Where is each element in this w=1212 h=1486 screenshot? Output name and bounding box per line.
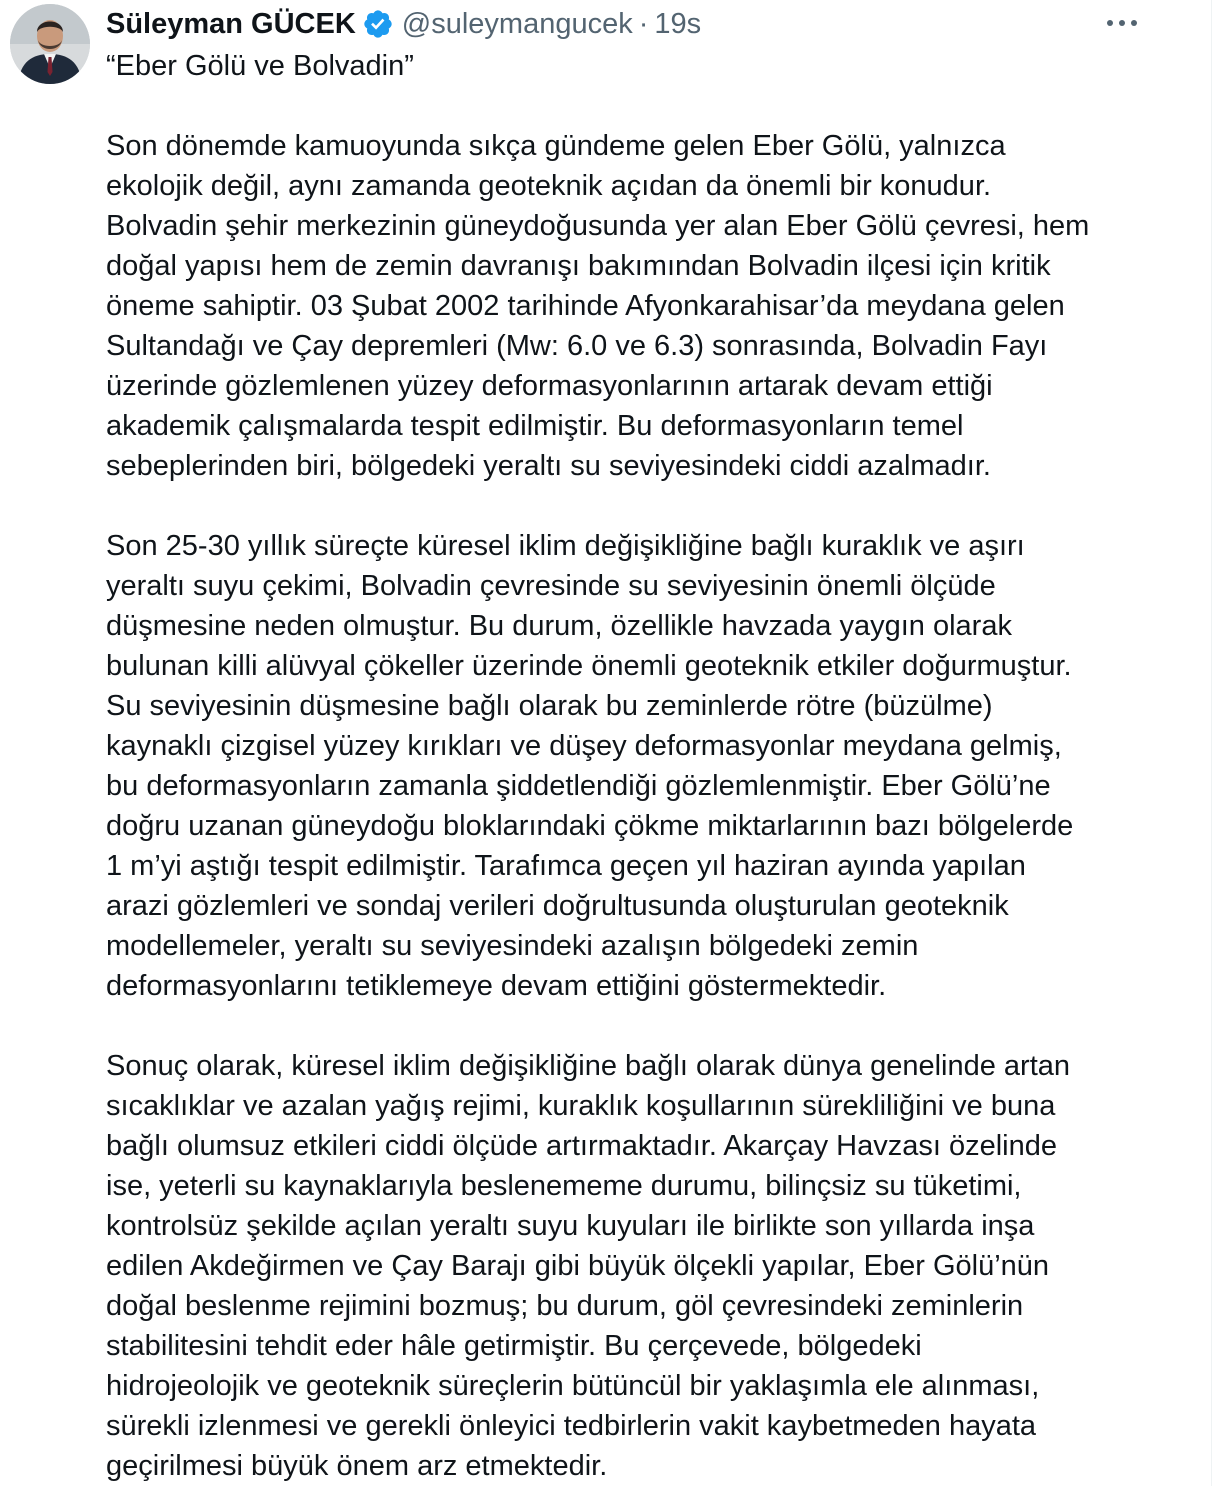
tweet-paragraph-1: Son dönemde kamuoyunda sıkça gündeme gelen Eber Gölü, yalnızca ekolojik değil, aynı zamanda geoteknik açıdan da önemli bir konudur. Bolvadin şehir merkezinin güneydoğusunda yer alan Eber Gölü çevresi, hem doğal yapısı hem de zemin davranışı bakımından Bolvadin ilçesi için kritik öneme sahiptir. 03 Şubat 2002 tarihinde Afyonkarahisar’da meydana gelen Sultandağı ve Çay depremleri (Mw: 6.0 ve 6.3) sonrasında, Bolvadin Fayı üzerinde gözlemlenen yüzey deformasyonlarının artarak devam ettiği akademik çalışmalarda tespit edilmiştir. Bu deformasyonların temel sebeplerinden biri, bölgedeki yeraltı su seviyesindeki ciddi azalmadır. [106,130,1090,482]
tweet-header [106,2,701,46]
tweet-title: “Eber Gölü ve Bolvadin” [106,50,414,82]
tweet-paragraph-2: Son 25-30 yıllık süreçte küresel iklim değişikliğine bağlı kuraklık ve aşırı yeraltı suyu çekimi, Bolvadin çevresinde su seviyesinin önemli ölçüde düşmesine neden olmuştur. Bu durum, özellikle havzada yaygın olarak bulunan killi alüvyal çökeller üzerinde önemli geoteknik etkiler doğurmuştur. Su seviyesinin düşmesine bağlı olarak bu zeminlerde rötre (büzülme) kaynaklı çizgisel yüzey kırıkları ve düşey deformasyonlar meydana gelmiş, bu deformasyonların zamanla şiddetlendiği gözlemlenmiştir. Eber Gölü’ne doğru uzanan güneydoğu bloklarındaki çökme miktarlarının bazı bölgelerde 1 m’yi aştığı tespit edilmiştir. Tarafımca geçen yıl haziran ayında yapılan arazi gözlemleri ve sondaj verileri doğrultusunda oluşturulan geoteknik modellemeler, yeraltı su seviyesindeki azalışın bölgedeki zemin deformasyonlarını tetiklemeye devam ettiğini göstermektedir. [106,530,1074,1002]
author-handle[interactable]: @suleymangucek [401,7,633,40]
separator-dot: · [638,7,649,40]
author-display-name[interactable]: Süleyman GÜCEK [106,7,356,40]
tweet-paragraph-3: Sonuç olarak, küresel iklim değişikliğine bağlı olarak dünya genelinde artan sıcaklıklar ve azalan yağış rejimi, kuraklık koşullarının sürekliliğini ve buna bağlı olumsuz etkileri ciddi ölçüde artırmaktadır. Akarçay Havzası özelinde ise, yeterli su kaynaklarıyla beslenememe durumu, bilinçsiz su tüketimi, kontrolsüz şekilde açılan yeraltı suyu kuyuları ile birlikte son yıllarda inşa edilen Akdeğirmen ve Çay Barajı gibi büyük ölçekli yapılar, Eber Gölü’nün doğal beslenme rejimini bozmuş; bu durum, göl çevresindeki zeminlerin stabilitesini tehdit eder hâle getirmiştir. Bu çerçevede, bölgedeki hidrojeolojik ve geoteknik süreçlerin bütüncül bir yaklaşımla ele alınması, sürekli izlenmesi ve gerekli önleyici tedbirlerin vakit kaybetmeden hayata geçirilmesi büyük önem arz etmektedir. [106,1050,1071,1482]
verified-badge-icon[interactable] [362,8,394,40]
tweet-timestamp[interactable]: 19s [654,7,702,40]
more-options-icon[interactable] [1100,8,1144,38]
tweet-text [106,46,1156,1486]
avatar[interactable] [10,4,90,84]
